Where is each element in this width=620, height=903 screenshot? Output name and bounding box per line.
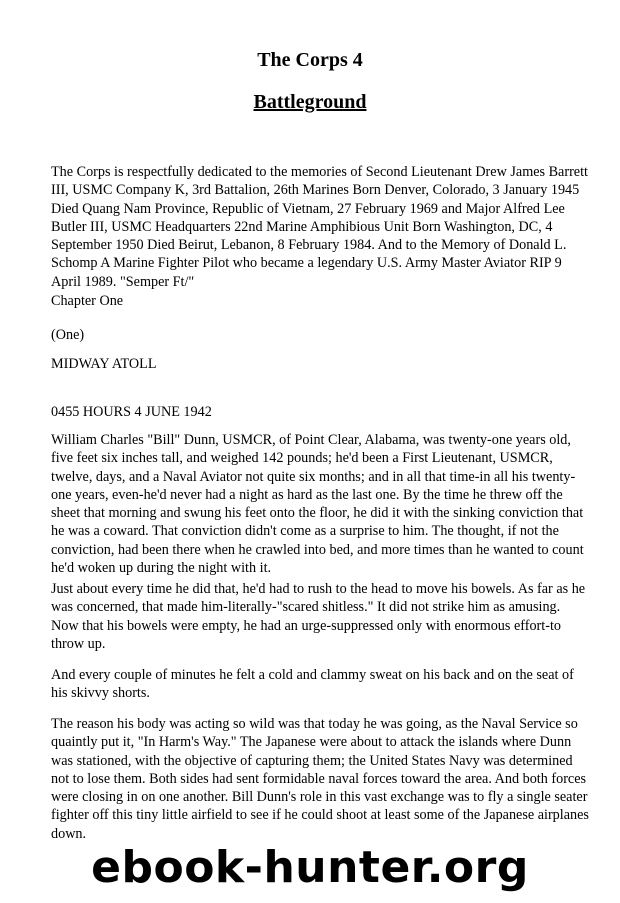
watermark-text: ebook-hunter.org [91, 842, 529, 893]
book-subtitle: Battleground [253, 91, 367, 113]
location-heading: MIDWAY ATOLL [51, 356, 157, 372]
body-paragraph: Just about every time he did that, he'd had to rush to the head to move his bowels. As far as he was concerned, that made him-literally-"scared shitless." It did not strike him as amusing. Now that his bowels were empty, he had an urge-suppressed only with enormous effort-to throw up. [51, 581, 586, 652]
body-paragraph: William Charles "Bill" Dunn, USMCR, of Point Clear, Alabama, was twenty-one years old, five feet six inches tall, and weighed 142 pounds; he'd been a First Lieutenant, USMCR, twelve, days, and a Naval Aviator not quite six months; and in all that time-in all his twenty-one years, even-he'd never had a night as hard as the last one. By the time he threw off the sheet that morning and swung his feet onto the floor, he did it with the sinking conviction that he was a coward. That conviction didn't come as a surprise to him. The thought, if not the conviction, had been there when he crawled into bed, and more times than he wanted to count he'd woken up during the night with it. [51, 432, 584, 577]
section-number: (One) [51, 327, 85, 343]
time-heading: 0455 HOURS 4 JUNE 1942 [51, 404, 212, 420]
book-title: The Corps 4 [257, 49, 363, 71]
body-paragraph: And every couple of minutes he felt a cold and clammy sweat on his back and on the seat of his skivvy shorts. [51, 667, 574, 702]
body-paragraph: The reason his body was acting so wild was that today he was going, as the Naval Service so quaintly put it, "In Harm's Way." The Japanese were about to attack the islands where Dunn was stationed, with the objective of capturing them; the United States Navy was determined not to lose them. Both sides had sent formidable naval forces toward the area. And both forces were closing in on one another. Bill Dunn's role in this vast exchange was to fly a single seater fighter off this tiny little airfield to see if he could shoot at least some of the Japanese airplanes down. [51, 716, 589, 842]
chapter-heading: Chapter One [51, 293, 124, 309]
dedication-paragraph: The Corps is respectfully dedicated to the memories of Second Lieutenant Drew James Barrett III, USMC Company K, 3rd Battalion, 26th Marines Born Denver, Colorado, 3 January 1945 Died Quang Nam Province, Republic of Vietnam, 27 February 1969 and Major Alfred Lee Butler III, USMC Headquarters 22nd Marine Amphibious Unit Born Washington, DC, 4 September 1950 Died Beirut, Lebanon, 8 February 1984. And to the Memory of Donald L. Schomp A Marine Fighter Pilot who became a legendary U.S. Army Master Aviator RIP 9 April 1989. "Semper Ft/" [51, 164, 588, 290]
